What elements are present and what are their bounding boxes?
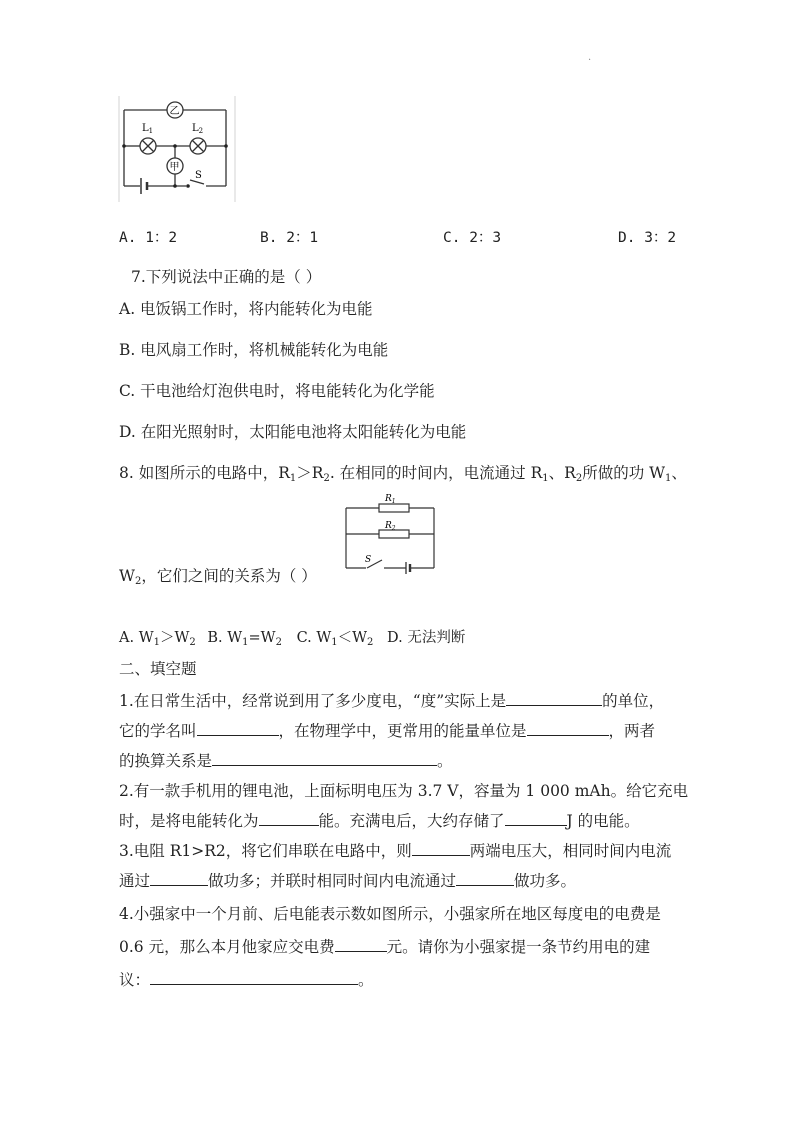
q8-option-a: A. $W_1>W_2$ xyxy=(119,630,196,648)
fill-q3-line1: 3.电阻 R1>R2，将它们串联在电路中，则 两端电压大，相同时间内电流 xyxy=(119,836,671,866)
fill-q2-line2: 时，是将电能转化为 能。充满电后，大约存储了 J 的电能。 xyxy=(119,806,640,836)
fill-q2-blank-2[interactable] xyxy=(505,808,567,826)
q8-stem-continued: $W_2$，它们之间的关系为（ ） xyxy=(119,567,317,587)
q6-option-c: C. 2：3 xyxy=(443,230,502,246)
fill-q1-blank-3[interactable] xyxy=(527,718,609,736)
q7-option-a: A. 电饭锅工作时，将内能转化为电能 xyxy=(119,300,373,318)
q7-option-d: D. 在阳光照射时，太阳能电池将太阳能转化为电能 xyxy=(119,423,467,441)
svg-text:L2: $L_2$ xyxy=(192,123,204,135)
q8-stem: 8. 如图所示的电路中，$R_1>R_2$. 在相同的时间内，电流通过 $R_1$、$R_2$所做的功 $W_1$、 xyxy=(119,464,687,484)
fill-q3-blank-1[interactable] xyxy=(412,838,470,856)
meter-yi-label: 乙 xyxy=(169,106,180,117)
fill-q4-blank-2[interactable] xyxy=(150,967,358,985)
q7-stem: 7.下列说法中正确的是（ ） xyxy=(131,268,322,286)
fill-q1-blank-4[interactable] xyxy=(212,748,437,766)
fill-q2-blank-1[interactable] xyxy=(259,808,319,826)
fill-q1-blank-1[interactable] xyxy=(506,688,602,706)
q6-option-b: B. 2：1 xyxy=(260,230,319,246)
switch-label-2: S xyxy=(365,555,372,565)
meter-jia-label: 甲 xyxy=(169,162,180,173)
fill-q4-blank-1[interactable] xyxy=(335,934,387,952)
r1-label: R xyxy=(385,494,392,504)
svg-text:R1: $R_1$ xyxy=(385,494,396,505)
q8-option-d: D. 无法判断 xyxy=(387,630,466,646)
fill-q4-line2: 0.6 元，那么本月他家应交电费 元。请你为小强家提一条节约用电的建 xyxy=(119,932,650,962)
fill-q1-line1: 1.在日常生活中，经常说到用了多少度电，“度”实际上是 的单位， xyxy=(119,686,664,716)
switch-label: S xyxy=(195,170,202,181)
fill-q3-blank-2[interactable] xyxy=(150,868,208,886)
q6-option-d: D. 3：2 xyxy=(618,230,677,246)
section-title: 二、填空题 xyxy=(119,660,197,678)
fill-q4-line1: 4.小强家中一个月前、后电能表示数如图所示，小强家所在地区每度电的电费是 xyxy=(119,905,661,923)
circuit-figure-1 xyxy=(118,96,236,202)
fill-q1-blank-2[interactable] xyxy=(197,718,279,736)
q8-options xyxy=(119,626,465,648)
svg-text:L1: $L_1$ xyxy=(142,123,154,135)
fill-q3-line2: 通过 做功多；并联时相同时间内电流通过 做功多。 xyxy=(119,866,576,896)
q7-option-c: C. 干电池给灯泡供电时，将电能转化为化学能 xyxy=(119,382,435,400)
svg-text:R2: $R_2$ xyxy=(385,521,396,532)
q8-option-c: C. $W_1<W_2$ xyxy=(296,630,374,648)
r2-label: R xyxy=(385,521,392,531)
circuit-figure-2 xyxy=(344,492,438,572)
q8-option-b: B. $W_1=W_2$ xyxy=(207,630,282,648)
fill-q2-line1: 2.有一款手机用的锂电池，上面标明电压为 3.7 V，容量为 1 000 mAh。给它充电 xyxy=(119,782,689,800)
lamp-2-label: L xyxy=(192,123,199,134)
q7-option-b: B. 电风扇工作时，将机械能转化为电能 xyxy=(119,341,389,359)
q6-option-a: A. 1：2 xyxy=(119,230,178,246)
fill-q4-line3: 议： 。 xyxy=(119,965,374,995)
lamp-1-label: L xyxy=(142,123,149,134)
fill-q3-blank-3[interactable] xyxy=(456,868,514,886)
corner-mark: . xyxy=(588,52,592,63)
fill-q1-line3: 的换算关系是 。 xyxy=(119,746,453,776)
fill-q1-line2: 它的学名叫 ，在物理学中，更常用的能量单位是 ，两者 xyxy=(119,716,655,746)
